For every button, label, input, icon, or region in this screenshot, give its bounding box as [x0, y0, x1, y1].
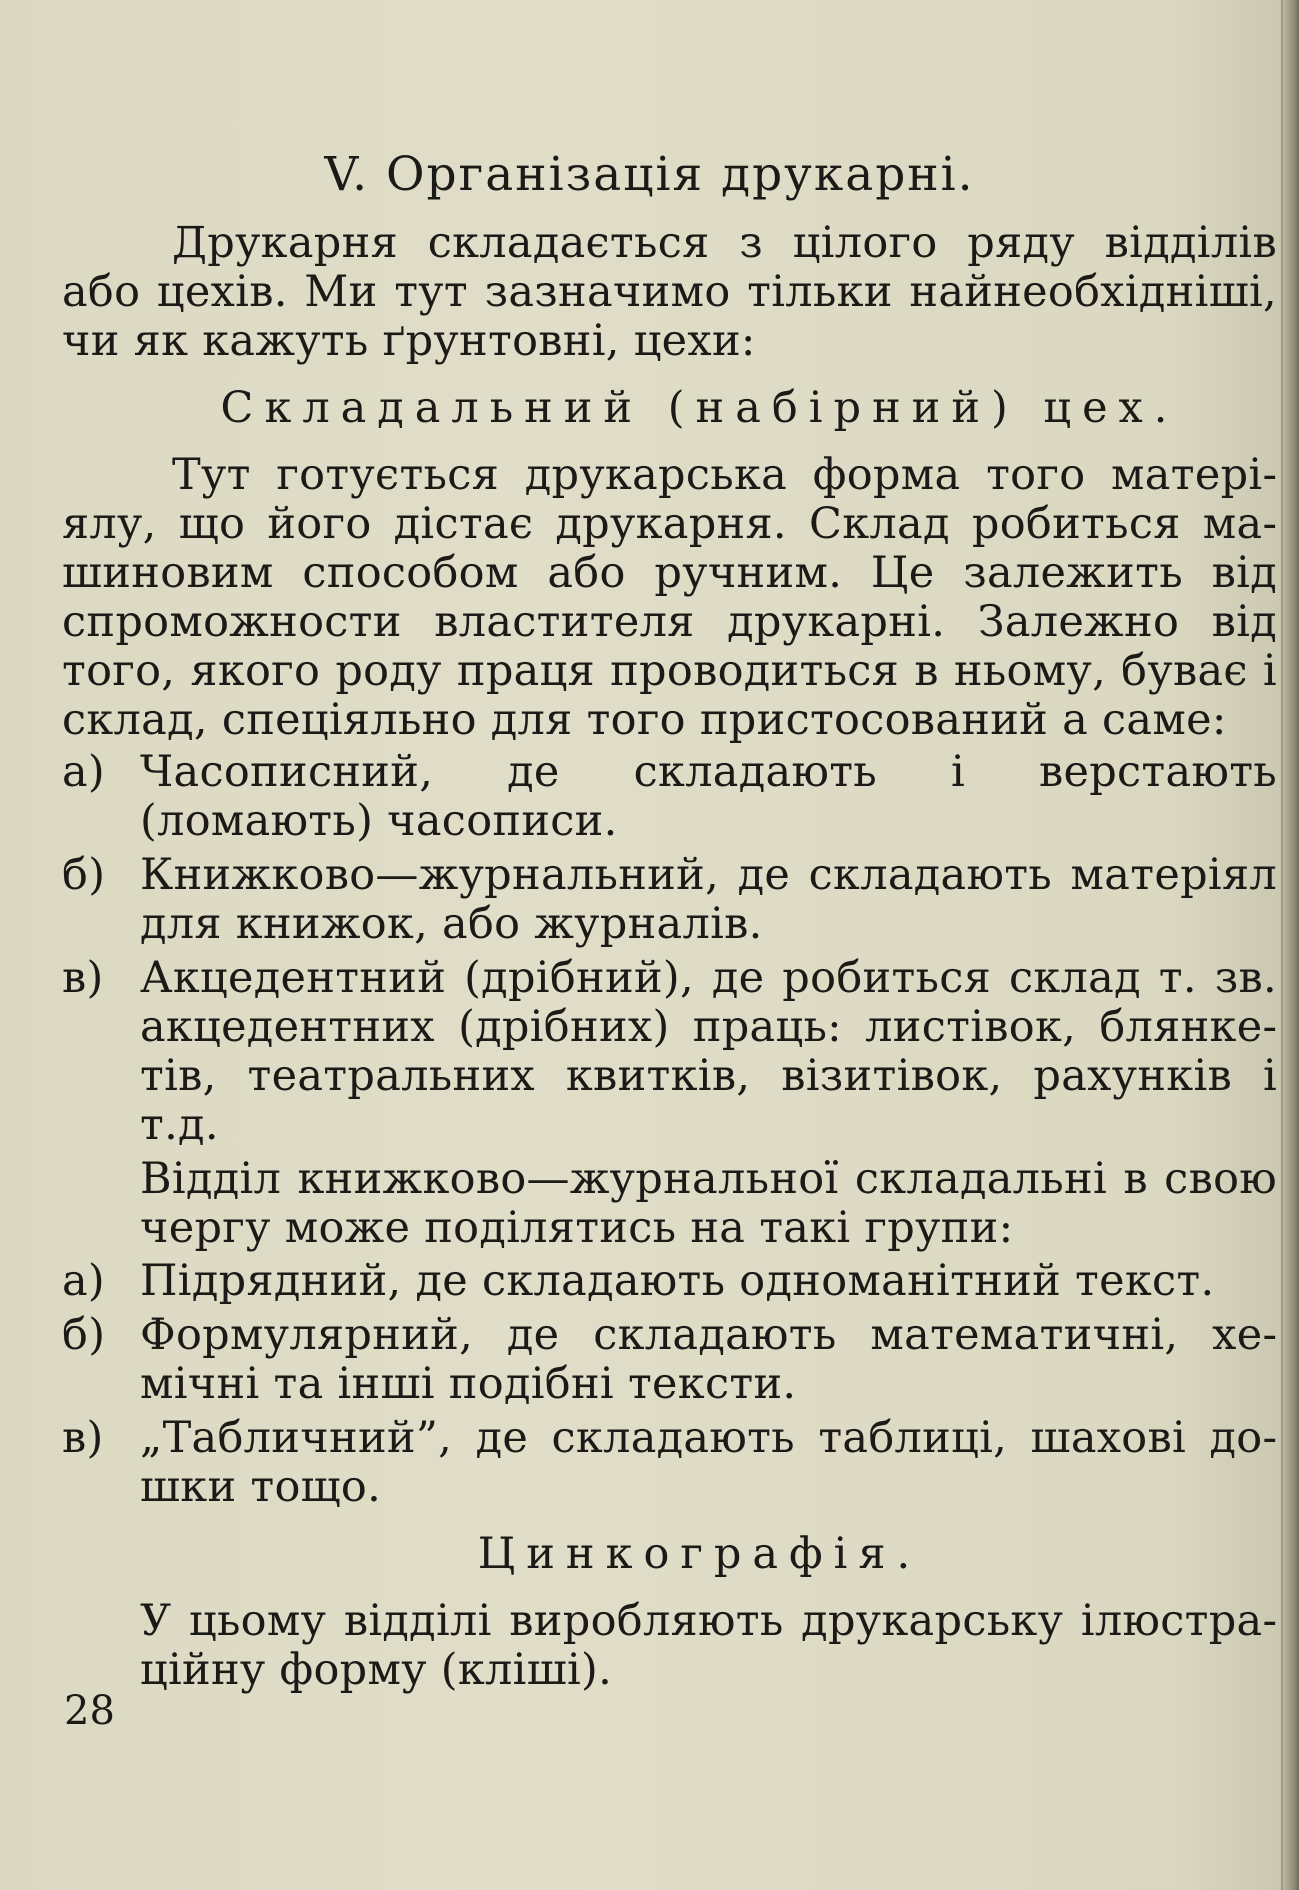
section-heading-composing: Складальний (набірний) цех. [220, 383, 1179, 433]
list-marker: а) [62, 747, 106, 797]
list-marker: а) [62, 1256, 106, 1306]
list-item-text: Підрядний, де складають одноманітний текст. [140, 1256, 1215, 1306]
page-text-block [62, 147, 1277, 1699]
list-marker: б) [62, 850, 106, 900]
section-heading-zincography: Цинкографія. [477, 1529, 922, 1579]
list-item [62, 851, 1277, 949]
book-spine-edge [1283, 0, 1299, 1890]
list-item [62, 954, 1277, 1150]
list-item-text: Акцедентний (дрібний), де робиться склад т. зв. акцедентних (дрібних) праць: листівок, блянкетів, театральних квитків, візитівок, рахунків і т.д. [140, 953, 1277, 1150]
intro-paragraph: Друкарня складається з цілого ряду відділів або цехів. Ми тут зазначимо тільки найнеобхідніші, чи як кажуть ґрунтовні, цехи: [62, 218, 1277, 366]
chapter-title: V. Організація друкарні. [324, 147, 975, 202]
list-marker: в) [62, 1413, 104, 1463]
list-marker: в) [62, 953, 104, 1003]
list-marker: б) [62, 1310, 106, 1360]
list-item [62, 748, 1277, 846]
sub-list-item [62, 1414, 1277, 1512]
list-item-text: Книжково—журнальний, де складають матеріял для книжок, або журналів. [140, 850, 1277, 949]
sub-list-item [62, 1311, 1277, 1409]
sub-list-item [62, 1257, 1277, 1306]
subgroup-paragraph: Відділ книжково—журнальної складальні в свою чергу може поділятись на такі групи: [140, 1154, 1277, 1253]
composing-paragraph: Тут готується друкарська форма того матеріялу, що його дістає друкарня. Склад робиться машиновим способом або ручним. Це залежить від спроможности властителя друкарні. Залежно від того, якого роду праця проводиться в ньому, буває і склад, спеціяльно для того пристосований а саме: [62, 450, 1277, 745]
page-number: 28 [64, 1688, 115, 1734]
zincography-paragraph: У цьому відділі виробляють друкарську ілюстраційну форму (кліші). [140, 1596, 1277, 1695]
list-item-text: Часописний, де складають і верстають (ломають) часописи. [140, 747, 1277, 846]
list-item-text: „Табличний”, де складають таблиці, шахові дошки тощо. [140, 1413, 1277, 1512]
list-item-text: Формулярний, де складають математичні, хемічні та інші подібні тексти. [140, 1310, 1277, 1409]
